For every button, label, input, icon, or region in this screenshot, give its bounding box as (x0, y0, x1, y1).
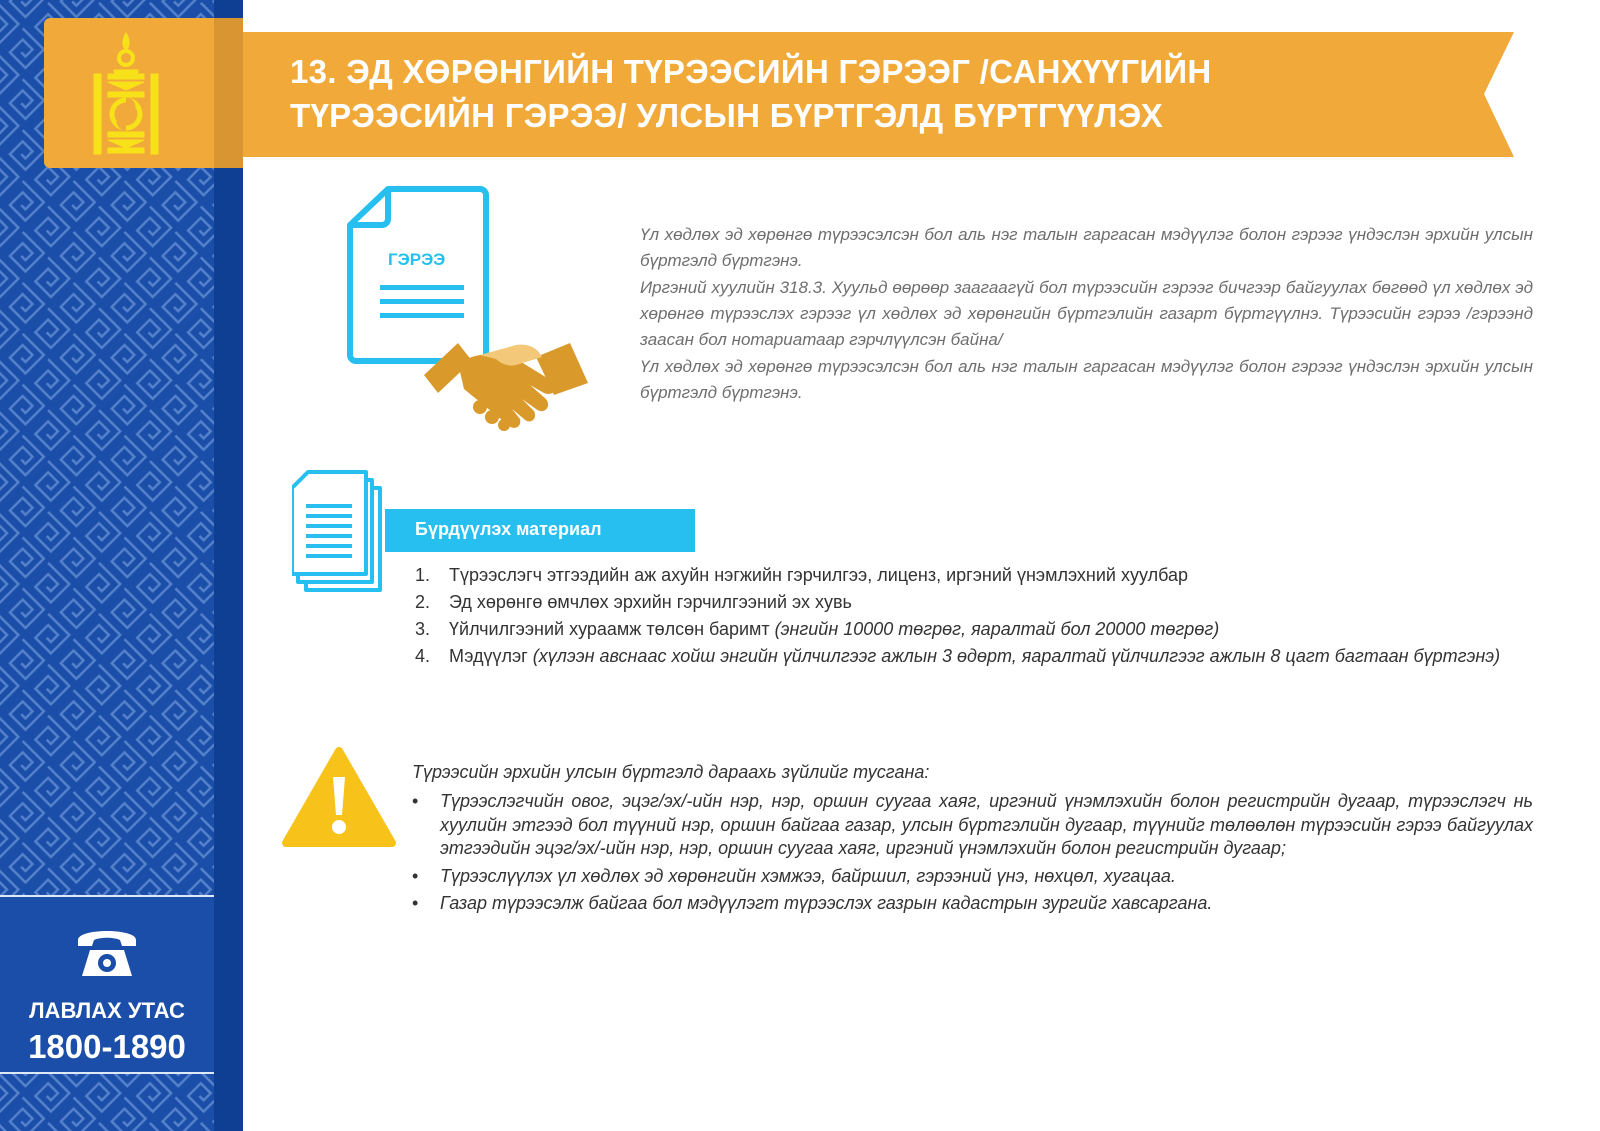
list-item-text: Түрээслэгч этгээдийн аж ахуйн нэгжийн гэрчилгээ, лиценз, иргэний үнэмлэхний хуулбар (449, 565, 1189, 585)
telephone-icon (74, 920, 140, 980)
documents-stack-icon (292, 470, 392, 595)
intro-text (640, 222, 1533, 407)
sidebar-divider-bottom (0, 1072, 214, 1074)
warning-heading: Түрээсийн эрхийн улсын бүртгэлд дараахь зүйлийг тусгана: (412, 762, 930, 782)
bullet-icon: • (412, 791, 419, 811)
page-title-line2: ТҮРЭЭСИЙН ГЭРЭЭ/ УЛСЫН БҮРТГЭЛД БҮРТГҮҮЛЭХ (290, 97, 1164, 134)
list-item-number: 2. (415, 592, 431, 612)
list-item (415, 617, 1533, 641)
list-item (415, 590, 1533, 614)
list-item-note: (энгийн 10000 төгрөг, яаралтай бол 20000 төгрөг) (774, 619, 1220, 639)
list-item-text: Мэдүүлэг (449, 646, 528, 666)
contract-handshake-icon (340, 185, 610, 460)
list-item-number: 1. (415, 565, 431, 585)
warning-list (412, 790, 1533, 920)
soyombo-emblem-icon (44, 18, 214, 168)
bullet-icon: • (412, 865, 419, 886)
page-title (290, 50, 1440, 138)
list-item-text: Түрээслүүлэх үл хөдлөх эд хөрөнгийн хэмжээ, байршил, гэрээний үнэ, нөхцөл, хугацаа. (440, 865, 1176, 886)
list-item (412, 865, 1533, 889)
list-item-text: Үйлчилгээний хураамж төлсөн баримт (449, 619, 770, 639)
warning-icon (282, 745, 397, 850)
list-item-text: Газар түрээсэлж байгаа бол мэдүүлэгт түрээслэх газрын кадастрын зургийг хавсаргана. (440, 893, 1213, 913)
intro-paragraph-1: Үл хөдлөх эд хөрөнгө түрээсэлсэн бол аль нэг талын гаргасан мэдүүлэг болон гэрээг үндэслэн эрхийн улсын бүртгэлд бүртгэнэ. (640, 225, 1533, 270)
intro-paragraph-2: Иргэний хуулийн 318.3. Хуульд өөрөөр заагаагүй бол түрээсийн гэрээг бичгээр байгуулах бөгөөд үл хөдлөх эд хөрөнгө түрээслэх гэрээг үл хөдлөх эд хөрөнгийн бүртгэлийн газарт бүртгүүлнэ. Түрээсийн гэрээ /гэрээнд заасан бол нотариатаар гэрчлүүлсэн байна/ (640, 278, 1533, 349)
materials-list (415, 563, 1533, 671)
contract-label: ГЭРЭЭ (388, 250, 446, 269)
list-item-number: 4. (415, 646, 431, 666)
sidebar-divider-top (0, 895, 214, 897)
list-item (412, 790, 1533, 861)
list-item-text: Эд хөрөнгө өмчлөх эрхийн гэрчилгээний эх хувь (449, 592, 852, 612)
materials-title: Бүрдүүлэх материал (415, 519, 602, 539)
list-item (412, 892, 1533, 916)
hotline-label: ЛАВЛАХ УТАС (29, 998, 185, 1023)
list-item (415, 644, 1533, 668)
bullet-icon: • (412, 893, 419, 913)
emblem-box (44, 18, 214, 168)
list-item-text: Түрээслэгчийн овог, эцэг/эх/-ийн нэр, нэр, оршин суугаа хаяг, иргэний үнэмлэхийн болон регистрийн дугаар, түрээслэгч нь хуулийн этгээд бол түүний нэр, оршин байгаа газар, улсын бүртгэлийн дугаар, түүнийг төлөөлөн түрээсийн гэрээ байгуулах этгээдийн эцэг/эх/-ийн нэр, нэр, оршин суугаа хаяг, иргэний үнэмлэхийн болон регистрийн дугаар; (440, 791, 1533, 858)
list-item (415, 563, 1533, 587)
emblem-fold (214, 18, 243, 168)
header-banner (214, 32, 1514, 157)
page-title-line1: 13. ЭД ХӨРӨНГИЙН ТҮРЭЭСИЙН ГЭРЭЭГ /САНХҮҮГИЙН (290, 53, 1212, 90)
hotline-number: 1800-1890 (28, 1028, 186, 1065)
list-item-number: 3. (415, 619, 431, 639)
intro-paragraph-3: Үл хөдлөх эд хөрөнгө түрээсэлсэн бол аль нэг талын гаргасан мэдүүлэг болон гэрээг үндэслэн эрхийн улсын бүртгэлд бүртгэнэ. (640, 357, 1533, 402)
sidebar-edge (214, 0, 243, 1131)
list-item-note: (хүлээн авснаас хойш энгийн үйлчилгээг ажлын 3 өдөрт, яаралтай үйлчилгээг ажлын 8 цагт багтаан бүртгэнэ) (532, 646, 1501, 666)
